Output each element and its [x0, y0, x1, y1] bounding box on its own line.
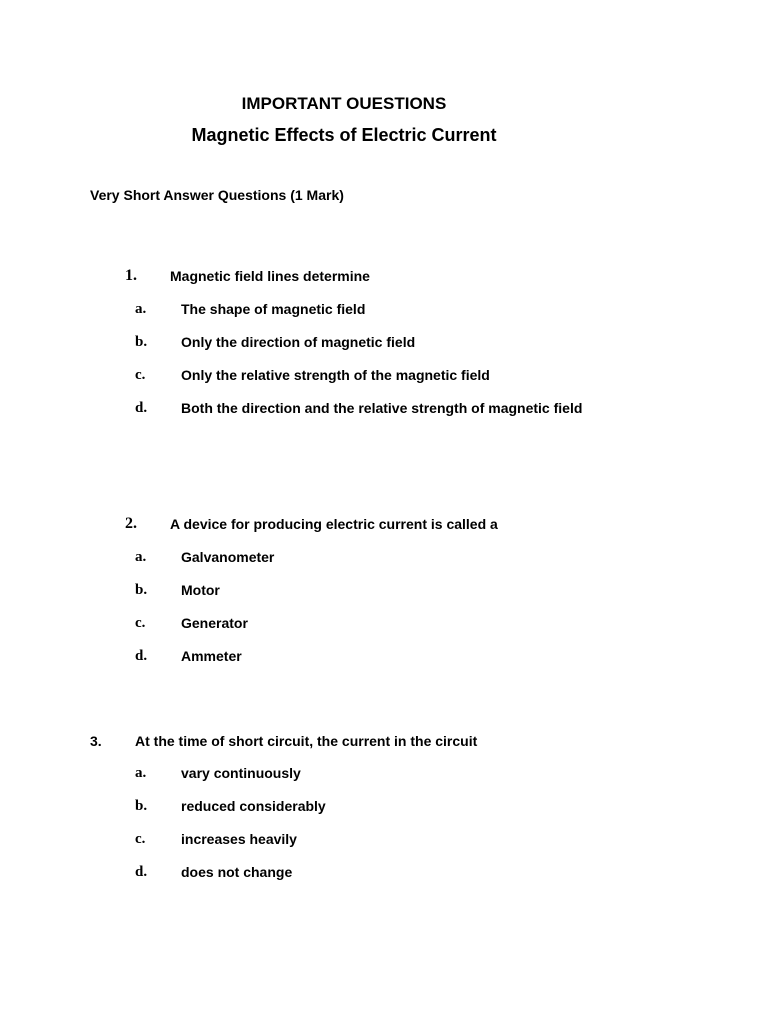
question-text: At the time of short circuit, the current in the circuit: [135, 733, 478, 749]
question-number: 2.: [125, 515, 137, 532]
option-text: reduced considerably: [181, 798, 326, 814]
option-text: Only the direction of magnetic field: [181, 334, 416, 350]
document-title: IMPORTANT OUESTIONS: [241, 94, 447, 113]
question-text: Magnetic field lines determine: [170, 268, 370, 284]
option-letter: a.: [135, 301, 147, 317]
option-text: vary continuously: [181, 765, 301, 781]
question-number: 3.: [90, 733, 102, 749]
option-text: increases heavily: [181, 831, 297, 847]
option-letter: a.: [135, 765, 147, 781]
option-letter: b.: [135, 334, 148, 350]
option-text: does not change: [181, 864, 293, 880]
option-text: The shape of magnetic field: [181, 301, 366, 317]
option-letter: b.: [135, 582, 148, 598]
option-letter: c.: [135, 367, 146, 383]
option-text: Generator: [181, 615, 248, 631]
option-text: Both the direction and the relative strength of magnetic field: [181, 400, 583, 416]
section-heading: Very Short Answer Questions (1 Mark): [90, 187, 344, 203]
option-letter: c.: [135, 831, 146, 847]
option-letter: a.: [135, 549, 147, 565]
option-letter: d.: [135, 864, 148, 880]
question-text: A device for producing electric current is called a: [170, 516, 498, 532]
option-letter: d.: [135, 648, 148, 664]
option-text: Galvanometer: [181, 549, 275, 565]
option-text: Motor: [181, 582, 220, 598]
question-number: 1.: [125, 267, 137, 284]
option-text: Ammeter: [181, 648, 242, 664]
option-text: Only the relative strength of the magnetic field: [181, 367, 490, 383]
option-letter: c.: [135, 615, 146, 631]
option-letter: d.: [135, 400, 148, 416]
option-letter: b.: [135, 798, 148, 814]
document-subtitle: Magnetic Effects of Electric Current: [191, 125, 497, 145]
